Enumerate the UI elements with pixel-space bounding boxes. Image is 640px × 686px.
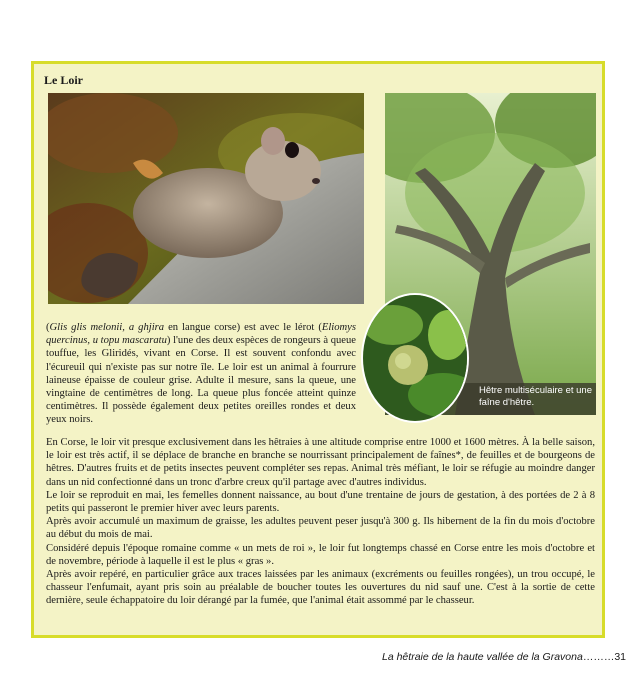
page-footer [382,651,626,663]
intro-text-1: en langue corse) est avec le lérot ( [164,322,322,333]
footer-dots: ……… [582,651,615,663]
body-text [46,436,595,608]
latin-name-lerot: Eliomys quercinus, u topu mascaratu [46,322,356,347]
dormouse-photo [48,93,364,304]
paragraph-hibernation: Après avoir accumulé un maximum de graisse, les adultes peuvent peser jusqu'à 300 g. Ils hibernent de la fin du mois d'octobre au début du mois de mai. [46,516,595,541]
paragraph-habitat: En Corse, le loir vit presque exclusivement dans les hêtraies à une altitude comprise entre 1000 et 1600 mètres. À la belle saison, le loir est très actif, il se déplace de branche en branche se nourrissant principalement de faînes*, de feuilles et de bourgeons de hêtres. D'autres fruits et de petits insectes peuvent compléter ses repas. Animal très méfiant, le loir se réfugie au moindre danger dans un nid confectionné dans un tronc d'arbre creux qu'il partage avec d'autres individus. [46,437,595,488]
paragraph-hunting-history: Considéré depuis l'époque romaine comme « un mets de roi », le loir fut longtemps chassé en Corse entre les mois d'octobre et de novembre, période à laquelle il est le plus « gras ». [46,542,595,567]
intro-text-2: ) l'une des deux espèces de rongeurs à queue touffue, les Gliridés, vivant en Corse. Il est souvent confondu avec l'écureuil qui n'existe pas sur notre île. Le loir est un animal à fourrure laineuse épaisse de couleur grise. Adulte il mesure, sans la queue, une vingtaine de centimètres de long. La queue plus foncée atteint quinze centimètres. Il possède également deux petites oreilles rondes et deux yeux noirs. [46,335,356,426]
page-number: 31 [614,651,626,663]
latin-name: Glis glis melonii, a ghjira [49,322,165,333]
paragraph-hunting-method: Après avoir repéré, en particulier grâce aux traces laissées par les animaux (excréments ou feuilles rongées), un trou occupé, le chasseur l'enfumait, ayant pris soin au préalable de boucher toutes les ouvertures du nid sauf une. C'est à la sortie de cette dernière, seule échappatoire du loir dérangé par la fumée, que l'animal était assommé par le chasseur. [46,569,595,607]
paragraph-reproduction: Le loir se reproduit en mai, les femelles donnent naissance, au bout d'une trentaine de jours de gestation, à des portées de 2 à 8 petits qui passeront le premier hiver avec leurs parents. [46,489,595,515]
intro-paragraph: (Glis glis melonii, a ghjira en langue corse) est avec le lérot (Eliomys quercinus, u topu mascaratu) l'une des deux espèces de rongeurs à queue touffue, les Gliridés, vivant en Corse. Il est souvent confondu avec l'écureuil qui n'existe pas sur notre île. Le loir est un animal à fourrure laineuse épaisse de couleur grise. Adulte il mesure, sans la queue, une vingtaine de centimètres de long. La queue plus foncée atteint quinze centimètres. Il possède également deux petites oreilles rondes et deux yeux noirs. [46,322,356,426]
photo-caption: Hêtre multiséculaire et une faîne d'hêtre. [479,385,592,408]
footer-title: La hêtraie de la haute vallée de la Gravona [382,651,583,663]
beechnut-inset-photo [361,293,469,423]
section-title: Le Loir [44,73,83,87]
